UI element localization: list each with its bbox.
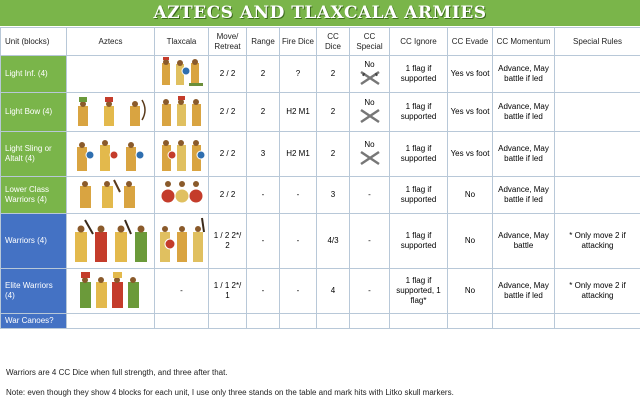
note-blocks: Note: even though they show 4 blocks for each unit, I use only three stands on the table and mark hits with Litko skull markers. <box>6 388 454 397</box>
cc-ignore-cell: 1 flag if supported <box>390 177 448 214</box>
crossed-swords-icon <box>359 108 381 124</box>
range-cell: - <box>247 214 280 269</box>
note-cc-dice: Warriors are 4 CC Dice when full strength, and three after that. <box>6 368 228 377</box>
cc-special-cell <box>350 314 390 329</box>
tlaxcala-figures <box>155 93 209 132</box>
cc-special-label: No <box>364 59 375 69</box>
figures-image <box>159 57 205 89</box>
fire-cell: - <box>280 214 317 269</box>
header-cc-ignore: CC Ignore <box>390 28 448 56</box>
unit-name: Light Bow (4) <box>1 93 67 132</box>
cc-ignore-cell: 1 flag if supported, 1 flag* <box>390 269 448 314</box>
cc-special-cell: - <box>350 214 390 269</box>
cc-special-cell <box>350 132 390 177</box>
cc-momentum-cell: Advance, May battle if led <box>493 93 555 132</box>
aztecs-figures <box>67 93 155 132</box>
tlaxcala-cell <box>155 314 209 329</box>
cc-ignore-cell: 1 flag if supported <box>390 56 448 93</box>
aztecs-cell <box>67 56 155 93</box>
cc-special-cell: - <box>350 269 390 314</box>
figures-image <box>159 133 205 173</box>
fire-cell: H2 M1 <box>280 132 317 177</box>
cc-dice-cell: 3 <box>317 177 350 214</box>
header-move: Move/ Retreat <box>209 28 247 56</box>
cc-evade-cell <box>448 314 493 329</box>
figures-image <box>76 270 146 310</box>
cc-evade-cell: No <box>448 269 493 314</box>
fire-cell: - <box>280 269 317 314</box>
figures-image <box>158 216 206 264</box>
range-cell: - <box>247 177 280 214</box>
move-cell: 2 / 2 <box>209 132 247 177</box>
header-tlaxcala: Tlaxcala <box>155 28 209 56</box>
figures-image <box>74 178 148 210</box>
cc-ignore-cell <box>390 314 448 329</box>
cc-ignore-cell: 1 flag if supported <box>390 132 448 177</box>
cc-dice-cell: 2 <box>317 56 350 93</box>
tlaxcala-cell: - <box>155 269 209 314</box>
special-rules-cell: * Only move 2 if attacking <box>555 214 640 269</box>
cc-ignore-cell: 1 flag if supported <box>390 214 448 269</box>
cc-momentum-cell: Advance, May battle if led <box>493 132 555 177</box>
range-cell: 2 <box>247 93 280 132</box>
special-rules-cell <box>555 56 640 93</box>
cc-dice-cell <box>317 314 350 329</box>
unit-name: Warriors (4) <box>1 214 67 269</box>
special-rules-cell <box>555 132 640 177</box>
tlaxcala-figures <box>155 132 209 177</box>
header-cc-dice: CC Dice <box>317 28 350 56</box>
cc-evade-cell: No <box>448 177 493 214</box>
tlaxcala-figures <box>155 177 209 214</box>
move-cell <box>209 314 247 329</box>
aztecs-figures <box>67 269 155 314</box>
cc-momentum-cell: Advance, May battle if led <box>493 56 555 93</box>
cc-momentum-cell: Advance, May battle if led <box>493 177 555 214</box>
unit-name: Light Sling or Altalt (4) <box>1 132 67 177</box>
cc-ignore-cell: 1 flag if supported <box>390 93 448 132</box>
special-rules-cell <box>555 314 640 329</box>
cc-special-cell <box>350 93 390 132</box>
special-rules-cell <box>555 177 640 214</box>
unit-name: Lower Class Warriors (4) <box>1 177 67 214</box>
tlaxcala-figures <box>155 214 209 269</box>
figures-image <box>159 178 205 210</box>
header-aztecs: Aztecs <box>67 28 155 56</box>
fire-cell: H2 M1 <box>280 93 317 132</box>
cc-dice-cell: 4 <box>317 269 350 314</box>
unit-name: Light Inf. (4) <box>1 56 67 93</box>
table-row <box>1 269 640 314</box>
cc-special-label: No <box>364 139 375 149</box>
header-fire: Fire Dice <box>280 28 317 56</box>
range-cell <box>247 314 280 329</box>
aztecs-figures <box>67 177 155 214</box>
cc-momentum-cell <box>493 314 555 329</box>
cc-evade-cell: Yes vs foot <box>448 56 493 93</box>
figures-image <box>74 94 148 128</box>
aztecs-figures <box>67 214 155 269</box>
cc-dice-cell: 4/3 <box>317 214 350 269</box>
aztecs-figures <box>67 132 155 177</box>
table-row <box>1 93 640 132</box>
table-row <box>1 177 640 214</box>
fire-cell: ? <box>280 56 317 93</box>
move-cell: 2 / 2 <box>209 177 247 214</box>
range-cell: 2 <box>247 56 280 93</box>
move-cell: 2 / 2 <box>209 93 247 132</box>
special-rules-cell <box>555 93 640 132</box>
header-special-rules: Special Rules <box>555 28 640 56</box>
cc-dice-cell: 2 <box>317 93 350 132</box>
cc-special-cell: - <box>350 177 390 214</box>
fire-cell: - <box>280 177 317 214</box>
cc-evade-cell: Yes vs foot <box>448 132 493 177</box>
header-cc-momentum: CC Momentum <box>493 28 555 56</box>
cc-evade-cell: No <box>448 214 493 269</box>
figures-image <box>71 216 151 264</box>
header-range: Range <box>247 28 280 56</box>
header-row <box>1 28 640 56</box>
table-row <box>1 214 640 269</box>
table-row <box>1 56 640 93</box>
cc-evade-cell: Yes vs foot <box>448 93 493 132</box>
header-cc-special: CC Special <box>350 28 390 56</box>
move-cell: 2 / 2 <box>209 56 247 93</box>
special-rules-cell: * Only move 2 if attacking <box>555 269 640 314</box>
cc-dice-cell: 2 <box>317 132 350 177</box>
move-cell: 1 / 2 2*/ 2 <box>209 214 247 269</box>
army-table <box>0 27 640 329</box>
header-unit: Unit (blocks) <box>1 28 67 56</box>
cc-momentum-cell: Advance, May battle if led <box>493 269 555 314</box>
cc-special-cell <box>350 56 390 93</box>
figures-image <box>74 133 148 173</box>
cc-special-label: No <box>364 97 375 107</box>
move-cell: 1 / 1 2*/ 1 <box>209 269 247 314</box>
crossed-swords-icon <box>359 150 381 166</box>
table-row <box>1 314 640 329</box>
aztecs-cell <box>67 314 155 329</box>
range-cell: 3 <box>247 132 280 177</box>
crossed-swords-icon <box>359 70 381 86</box>
figures-image <box>159 94 205 128</box>
page-title: AZTECS AND TLAXCALA ARMIES <box>0 0 640 26</box>
range-cell: - <box>247 269 280 314</box>
header-cc-evade: CC Evade <box>448 28 493 56</box>
unit-name: War Canoes? <box>1 314 67 329</box>
unit-name: Elite Warriors (4) <box>1 269 67 314</box>
cc-momentum-cell: Advance, May battle <box>493 214 555 269</box>
tlaxcala-figures <box>155 56 209 93</box>
fire-cell <box>280 314 317 329</box>
table-row <box>1 132 640 177</box>
